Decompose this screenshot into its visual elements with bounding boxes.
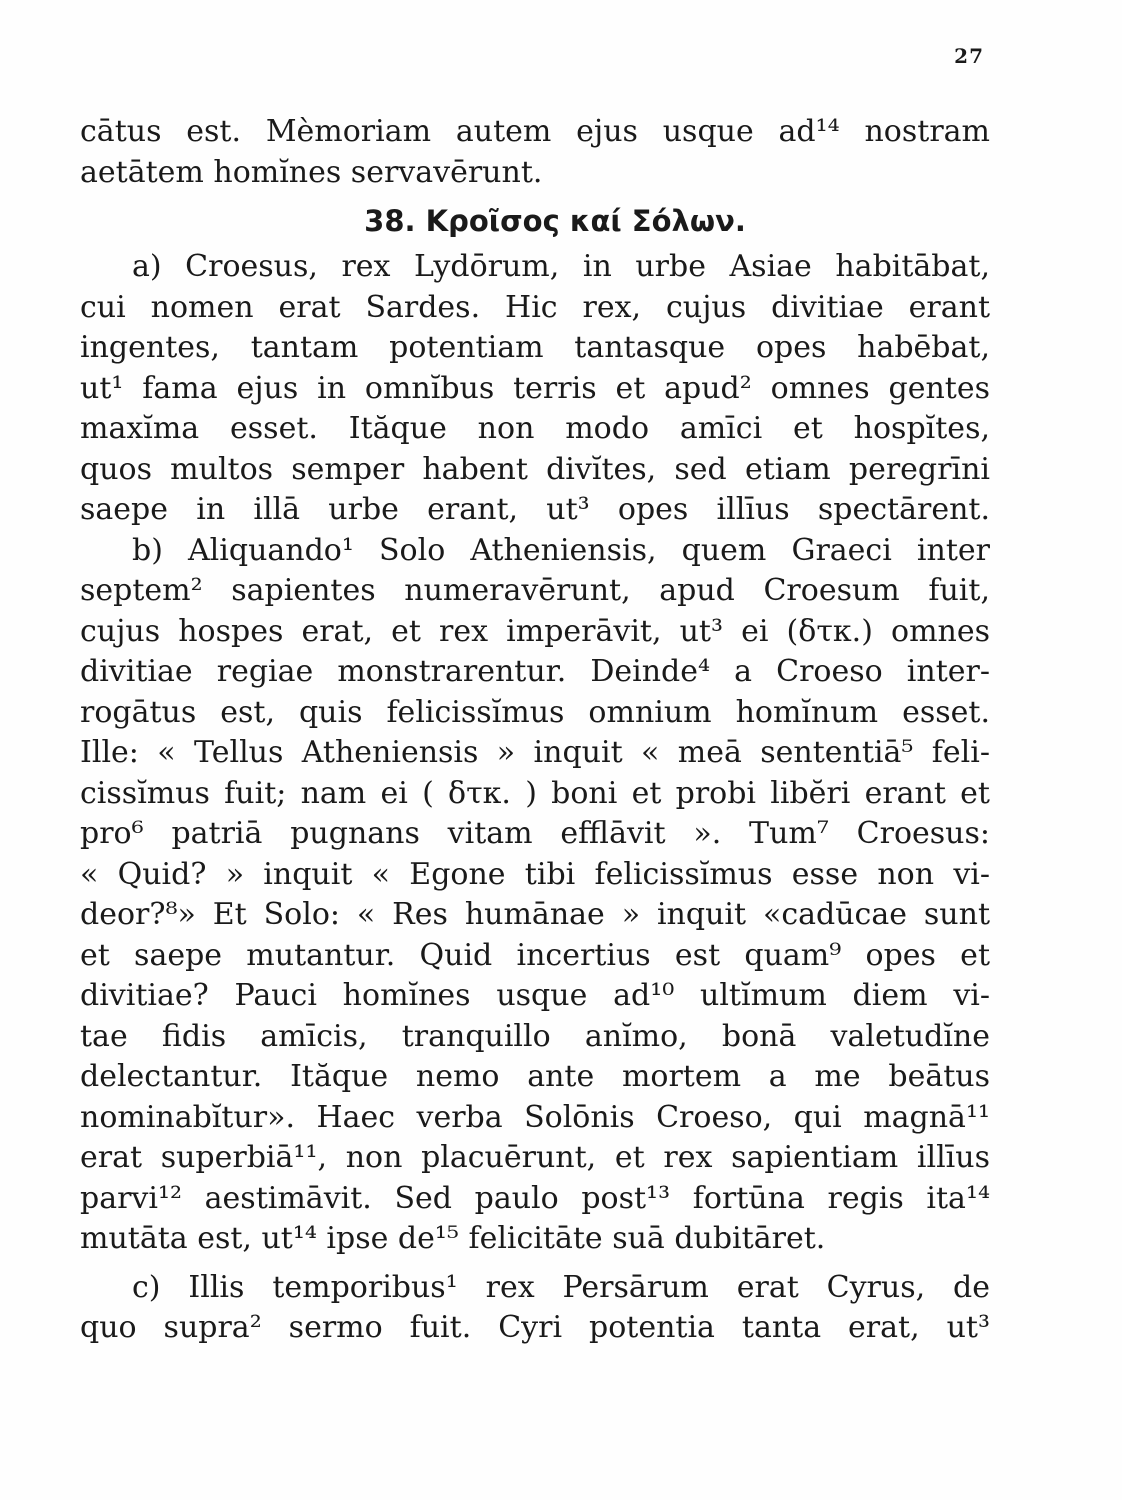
text-line: b) Aliquando¹ Solo Atheniensis, quem Graeci inter: [132, 532, 990, 568]
text-line: divitiae regiae monstrarentur. Deinde⁴ a Croeso inter-: [80, 654, 990, 689]
text-line: parvi¹² aestimāvit. Sed paulo post¹³ fortūna regis ita¹⁴: [80, 1180, 990, 1216]
text-line: quo supra² sermo fuit. Cyri potentia tanta erat, ut³: [80, 1310, 990, 1345]
text-line: Ille: « Tellus Atheniensis » inquit « meā sententiā⁵ feli-: [80, 735, 990, 770]
text-line: septem² sapientes numeravērunt, apud Croesum fuit,: [80, 573, 990, 608]
text-line: cujus hospes erat, et rex imperāvit, ut³ ei (δτκ.) omnes: [80, 613, 990, 649]
text-line: deor?⁸» Et Solo: « Res humānae » inquit «cadūcae sunt: [80, 897, 990, 932]
text-line: c) Illis tempori̇bus¹ rex Persārum erat Cyrus, de: [132, 1269, 990, 1305]
text-line: saepe in illā urbe erant, ut³ opes illīus spectārent.: [80, 492, 990, 527]
text-line: « Quid? » inquit « Egone tibi felicissĭmus esse non vi-: [80, 856, 990, 892]
text-line: cātus est. Mèmoriam autem ejus usque ad¹⁴ nostram: [80, 114, 990, 149]
paragraph-c: [80, 1268, 990, 1349]
text-line: maxĭma esset. Ităque non modo amīci et hospĭtes,: [80, 411, 990, 446]
text-line: ingentes, tantam potentiam tantasque opes habēbat,: [80, 330, 990, 365]
paragraph-a: [80, 247, 990, 531]
paragraph-b: [80, 531, 990, 1260]
paragraph-intro: [80, 112, 990, 193]
text-line: nominabĭtur». Haec verba Solōnis Croeso, qui magnā¹¹: [80, 1099, 990, 1135]
page-number: 27: [954, 44, 984, 68]
text-line: quos multos semper habent divĭtes, sed etiam peregrīni: [80, 451, 990, 487]
text-line: rogātus est, quis felicissĭmus omnium homĭnum esset.: [80, 694, 990, 730]
text-line: cissĭmus fuit; nam ei ( δτκ. ) boni et probi libĕri erant et: [80, 775, 990, 811]
text-line: delectantur. Ităque nemo ante mortem a me beātus: [80, 1059, 990, 1094]
text-line: ut¹ fama ejus in omnĭbus terris et apud² omnes gentes: [80, 370, 990, 406]
text-line: cui nomen erat Sardes. Hic rex, cujus divitiae erant: [80, 289, 990, 325]
section-heading: 38. Κροῖσος καί Σόλων.: [364, 204, 746, 238]
text-line: erat superbiā¹¹, non placuērunt, et rex sapientiam illīus: [80, 1140, 990, 1175]
text-line: mutāta est, ut¹⁴ ipse de¹⁵ felicitāte suā dubitāret.: [80, 1221, 826, 1256]
text-line: pro⁶ patriā pugnans vitam efflāvit ». Tum⁷ Croesus:: [80, 816, 990, 851]
text-line: aetātem homĭnes servavērunt.: [80, 154, 543, 190]
text-body: [80, 112, 990, 1349]
text-line: tae fidis amīcis, tranquillo anĭmo, bonā valetudĭne: [80, 1018, 990, 1054]
text-line: divitiae? Pauci homĭnes usque ad¹⁰ ultĭmum diem vi-: [80, 978, 990, 1013]
text-line: a) Croesus, rex Lydōrum, in urbe Asiae habitābat,: [132, 249, 990, 284]
text-line: et saepe mutantur. Quid incertius est quam⁹ opes et: [80, 937, 990, 973]
